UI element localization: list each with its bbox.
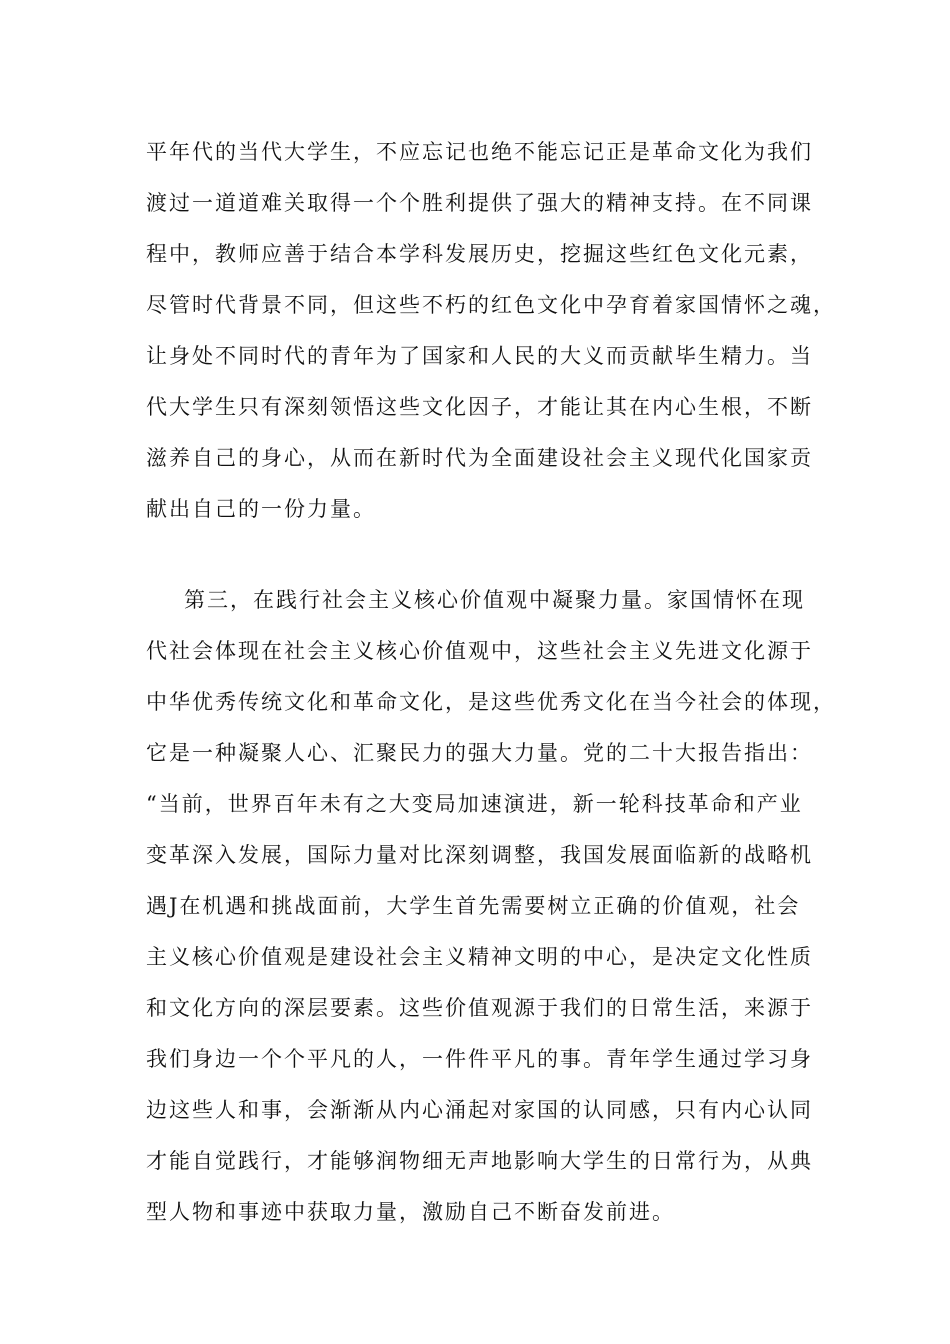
paragraph-line: 代社会体现在社会主义核心价值观中，这些社会主义先进文化源于 bbox=[146, 639, 813, 663]
paragraph-line: 尽管时代背景不同，但这些不朽的红色文化中孕育着家国情怀之魂， bbox=[146, 293, 836, 317]
paragraph-line: “当前，世界百年未有之大变局加速演进，新一轮科技革命和产业 bbox=[146, 792, 803, 816]
paragraph-line: 我们身边一个个平凡的人，一件件平凡的事。青年学生通过学习身 bbox=[146, 1047, 813, 1071]
paragraph-line: 和文化方向的深层要素。这些价值观源于我们的日常生活，来源于 bbox=[146, 996, 813, 1020]
paragraph-core-values bbox=[146, 575, 836, 1238]
paragraph-line: 献出自己的一份力量。 bbox=[146, 497, 376, 521]
paragraph-line: 让身处不同时代的青年为了国家和人民的大义而贡献毕生精力。当 bbox=[146, 344, 813, 368]
paragraph-line: 变革深入发展，国际力量对比深刻调整，我国发展面临新的战略机 bbox=[146, 843, 813, 867]
paragraph-line: 代大学生只有深刻领悟这些文化因子，才能让其在内心生根，不断 bbox=[146, 395, 813, 419]
paragraph-line: 平年代的当代大学生，不应忘记也绝不能忘记正是革命文化为我们 bbox=[146, 140, 813, 164]
paragraph-line: 边这些人和事，会渐渐从内心涌起对家国的认同感，只有内心认同 bbox=[146, 1098, 813, 1122]
paragraph-line: 中华优秀传统文化和革命文化，是这些优秀文化在当今社会的体现， bbox=[146, 690, 836, 714]
paragraph-line: 渡过一道道难关取得一个个胜利提供了强大的精神支持。在不同课 bbox=[146, 191, 813, 215]
paragraph-line: 型人物和事迹中获取力量，激励自己不断奋发前进。 bbox=[146, 1200, 675, 1224]
paragraph-first-line: 第三，在践行社会主义核心价值观中凝聚力量。家国情怀在现 bbox=[184, 588, 805, 612]
paragraph-line: 它是一种凝聚人心、汇聚民力的强大力量。党的二十大报告指出： bbox=[146, 741, 813, 765]
paragraph-line: 程中，教师应善于结合本学科发展历史，挖掘这些红色文化元素， bbox=[146, 242, 813, 266]
paragraph-line: 主义核心价值观是建设社会主义精神文明的中心，是决定文化性质 bbox=[146, 945, 813, 969]
paragraph-line: 遇J在机遇和挑战面前，大学生首先需要树立正确的价值观，社会 bbox=[146, 894, 801, 918]
paragraph-revolutionary-culture bbox=[146, 127, 836, 535]
paragraph-line: 滋养自己的身心，从而在新时代为全面建设社会主义现代化国家贡 bbox=[146, 446, 813, 470]
paragraph-line: 才能自觉践行，才能够润物细无声地影响大学生的日常行为，从典 bbox=[146, 1149, 813, 1173]
